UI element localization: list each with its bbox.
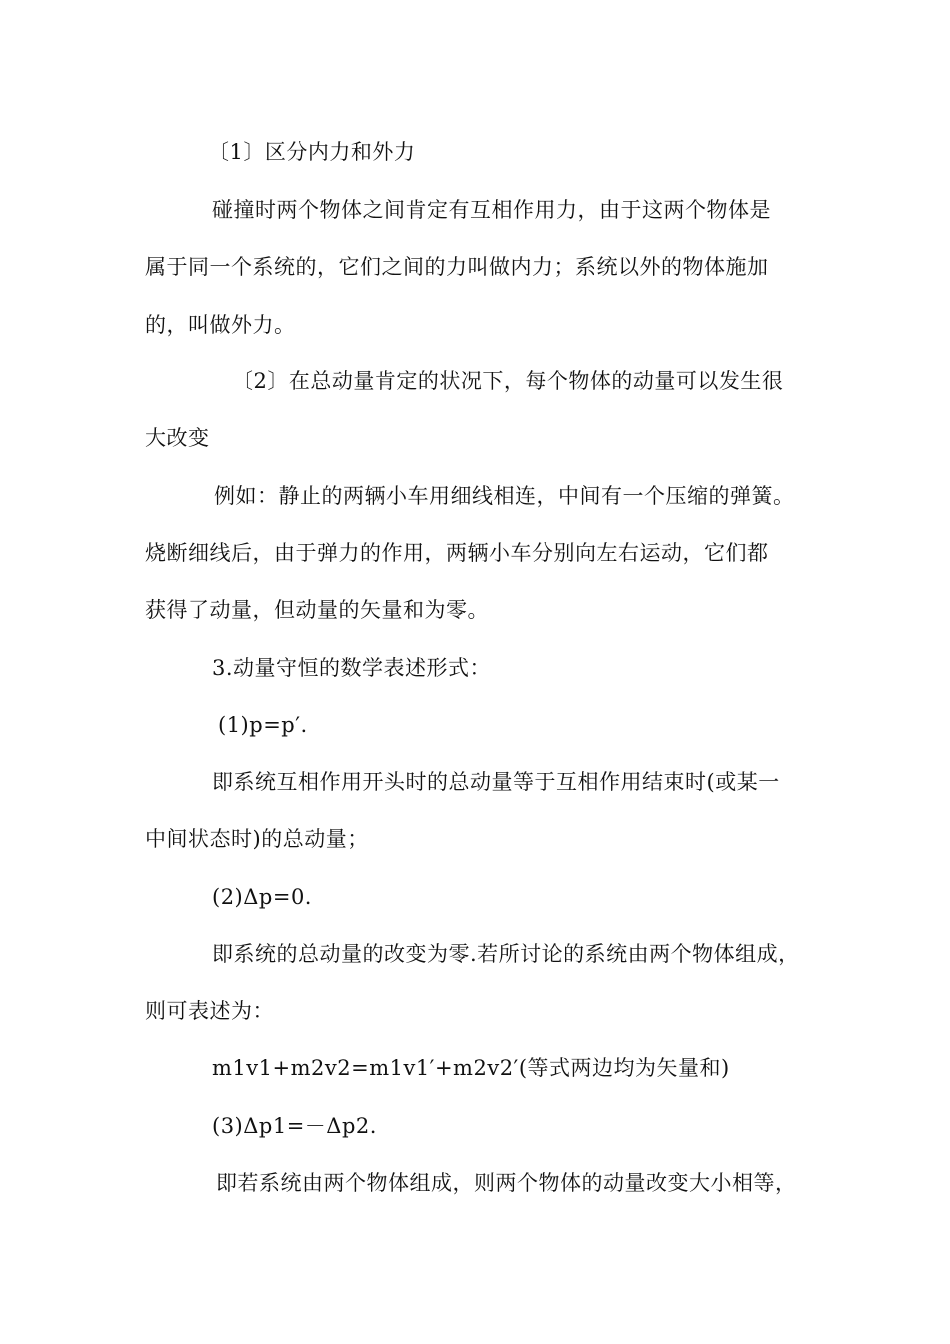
paragraph-line: 即系统互相作用开头时的总动量等于互相作用结束时(或某一	[212, 770, 780, 794]
paragraph-line: 中间状态时)的总动量；	[145, 827, 369, 851]
paragraph-line: 的，叫做外力。	[145, 313, 296, 337]
paragraph-line: 即系统的总动量的改变为零.若所讨论的系统由两个物体组成，	[212, 942, 800, 966]
paragraph-line: 〔1〕区分内力和外力	[208, 140, 416, 164]
paragraph-line: 则可表述为：	[145, 999, 274, 1023]
paragraph-line: 大改变	[145, 426, 210, 450]
paragraph-line: 〔2〕在总动量肯定的状况下，每个物体的动量可以发生很	[232, 369, 784, 393]
formula-line: m1v1+m2v2=m1v1′+m2v2′(等式两边均为矢量和)	[212, 1056, 730, 1080]
paragraph-line: 烧断细线后，由于弹力的作用，两辆小车分别向左右运动，它们都	[145, 541, 769, 565]
paragraph-line: 碰撞时两个物体之间肯定有互相作用力，由于这两个物体是	[212, 198, 771, 222]
formula-line: (1)p=p′.	[218, 713, 308, 737]
paragraph-line: 即若系统由两个物体组成，则两个物体的动量改变大小相等，	[216, 1171, 797, 1195]
section-heading: 3.动量守恒的数学表述形式：	[212, 656, 492, 680]
formula-line: (2)Δp=0.	[212, 885, 312, 909]
paragraph-line: 属于同一个系统的，它们之间的力叫做内力；系统以外的物体施加	[145, 255, 769, 279]
paragraph-line: 获得了动量，但动量的矢量和为零。	[145, 598, 489, 622]
formula-line: (3)Δp1=－Δp2.	[212, 1114, 377, 1138]
paragraph-line: 例如：静止的两辆小车用细线相连，中间有一个压缩的弹簧。	[214, 484, 795, 508]
